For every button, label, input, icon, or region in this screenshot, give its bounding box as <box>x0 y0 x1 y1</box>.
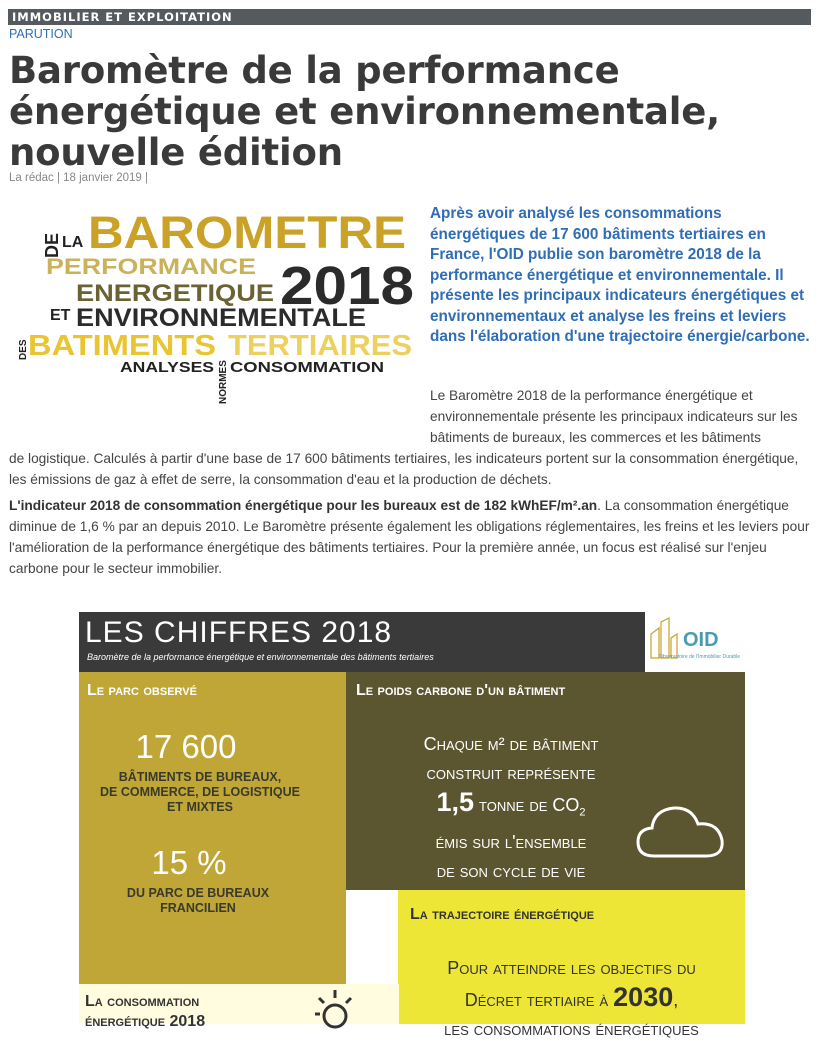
key-indicator-text: L'indicateur 2018 de consommation énergétique pour les bureaux est de 182 kWhEF/m².an <box>9 498 598 513</box>
wc-tertiaires: TERTIAIRES <box>228 330 412 362</box>
trajet-year: 2030 <box>613 982 674 1012</box>
parc-pct-line-1: DU PARC DE BUREAUX <box>126 886 270 900</box>
lead-paragraph: Après avoir analysé les consommations énergétiques de 17 600 bâtiments tertiaires en France, l'OID publie son baromètre 2018 de la performance énergétique et environnementale. Il présente les principaux indicateurs énergétiques et environnementaux et analyse les freins et leviers dans l'élaboration d'une trajectoire énergie/carbone. <box>430 205 810 345</box>
infographic-image <box>79 612 745 1039</box>
wc-de: DE <box>42 232 62 258</box>
body-paragraph-1-part-1: Le Baromètre 2018 de la performance énergétique et environnementale présente les principaux indicateurs sur les bâtiments de bureaux, les commerces et les bâtiments <box>430 388 798 445</box>
parc-title: Le parc observé <box>87 682 197 699</box>
paragraph-2-rest: . La consommation énergétique diminue de 1,6 % par an depuis 2010. Le Baromètre présente également les obligations réglementaires, les freins et les leviers pour l'amélioration de la performance énergétique des bâtiments tertiaires. Pour la première année, un focus est réalisé sur l'enjeu carbone pour le secteur immobilier. <box>9 498 810 576</box>
oid-logo-tagline: Observatoire de l'Immobilier Durable <box>659 654 740 660</box>
category-bar[interactable] <box>8 9 811 25</box>
conso-title-line-1: La consommation <box>85 993 200 1010</box>
wc-normes: NORMES <box>218 360 229 404</box>
body-paragraph-1-part-2: de logistique. Calculés à partir d'une base de 17 600 bâtiments tertiaires, les indicateurs portent sur la consommation énergétique, les émissions de gaz à effet de serre, la consommation d'eau et la production de déchets. <box>9 451 799 487</box>
carbone-line-3 <box>346 788 676 828</box>
trajet-line-1: Pour atteindre les objectifs du <box>447 958 696 978</box>
conso-title <box>85 992 205 1032</box>
carbone-unit: tonne de CO <box>479 795 580 815</box>
carbone-line-2: construit représente <box>426 763 596 783</box>
parc-pct-line-2: FRANCILIEN <box>160 901 236 915</box>
trajet-line-2-text: Décret tertiaire à <box>464 990 609 1010</box>
trajet-line-2-end: , <box>673 990 679 1010</box>
infographic-title: LES CHIFFRES 2018 <box>85 616 393 649</box>
body-paragraph-2 <box>9 495 814 579</box>
wc-et: ET <box>50 307 71 324</box>
carbone-subscript: 2 <box>579 806 586 819</box>
wc-performance: PERFORMANCE <box>46 254 256 279</box>
wc-barometre: BAROMETRE <box>88 207 406 258</box>
conso-title-line-2: énergétique 2018 <box>85 1013 206 1030</box>
barometre-wordcloud-image <box>8 200 420 440</box>
oid-logo <box>645 612 745 672</box>
consommation-panel <box>79 984 399 1030</box>
poids-carbone-panel <box>346 672 745 890</box>
trajet-line-2 <box>398 983 745 1015</box>
category-label: IMMOBILIER ET EXPLOITATION <box>12 10 233 24</box>
trajet-title: La trajectoire énergétique <box>410 906 595 923</box>
infographic-subtitle: Baromètre de la performance énergétique et environnementale des bâtiments tertiaires <box>87 652 434 662</box>
parc-description <box>79 770 321 815</box>
wc-analyses: ANALYSES <box>120 359 214 376</box>
carbone-line-5: de son cycle de vie <box>436 860 586 881</box>
parc-number: 17 600 <box>135 728 237 765</box>
byline: La rédac | 18 janvier 2019 | <box>9 172 148 184</box>
parc-desc-line-1: BÂTIMENTS DE BUREAUX, <box>118 770 282 784</box>
lightbulb-icon <box>315 988 355 1028</box>
wc-batiments: BATIMENTS <box>28 330 216 362</box>
wc-des: DES <box>18 339 29 360</box>
infographic-header <box>79 612 745 672</box>
parution-link[interactable]: PARUTION <box>9 27 73 41</box>
parc-desc-line-2: DE COMMERCE, DE LOGISTIQUE <box>99 785 300 799</box>
trajectoire-panel <box>398 890 745 1039</box>
carbone-line-1: Chaque m² de bâtiment <box>423 734 599 754</box>
wc-la: LA <box>62 234 84 251</box>
parc-desc-line-3: ET MIXTES <box>167 800 233 814</box>
parc-percentage: 15 % <box>151 844 227 881</box>
wc-consommation: CONSOMMATION <box>230 359 384 376</box>
trajet-line-3: les consommations énergétiques <box>444 1019 699 1039</box>
wc-environnementale: ENVIRONNEMENTALE <box>76 304 366 332</box>
carbone-line-4: émis sur l'ensemble <box>435 831 587 852</box>
oid-logo-text: OID <box>683 629 719 651</box>
wc-energetique: ENERGETIQUE <box>76 280 274 307</box>
carbone-number: 1,5 <box>436 787 475 817</box>
article-title: Baromètre de la performance énergétique et environnementale, nouvelle édition <box>9 49 720 174</box>
parc-pct-description <box>79 886 317 916</box>
trajet-text <box>398 954 745 1044</box>
parc-observe-panel <box>79 672 346 1024</box>
cloud-icon <box>634 798 728 862</box>
carbone-title: Le poids carbone d'un bâtiment <box>356 682 566 699</box>
carbone-text <box>346 730 676 886</box>
wc-year: 2018 <box>280 256 414 316</box>
